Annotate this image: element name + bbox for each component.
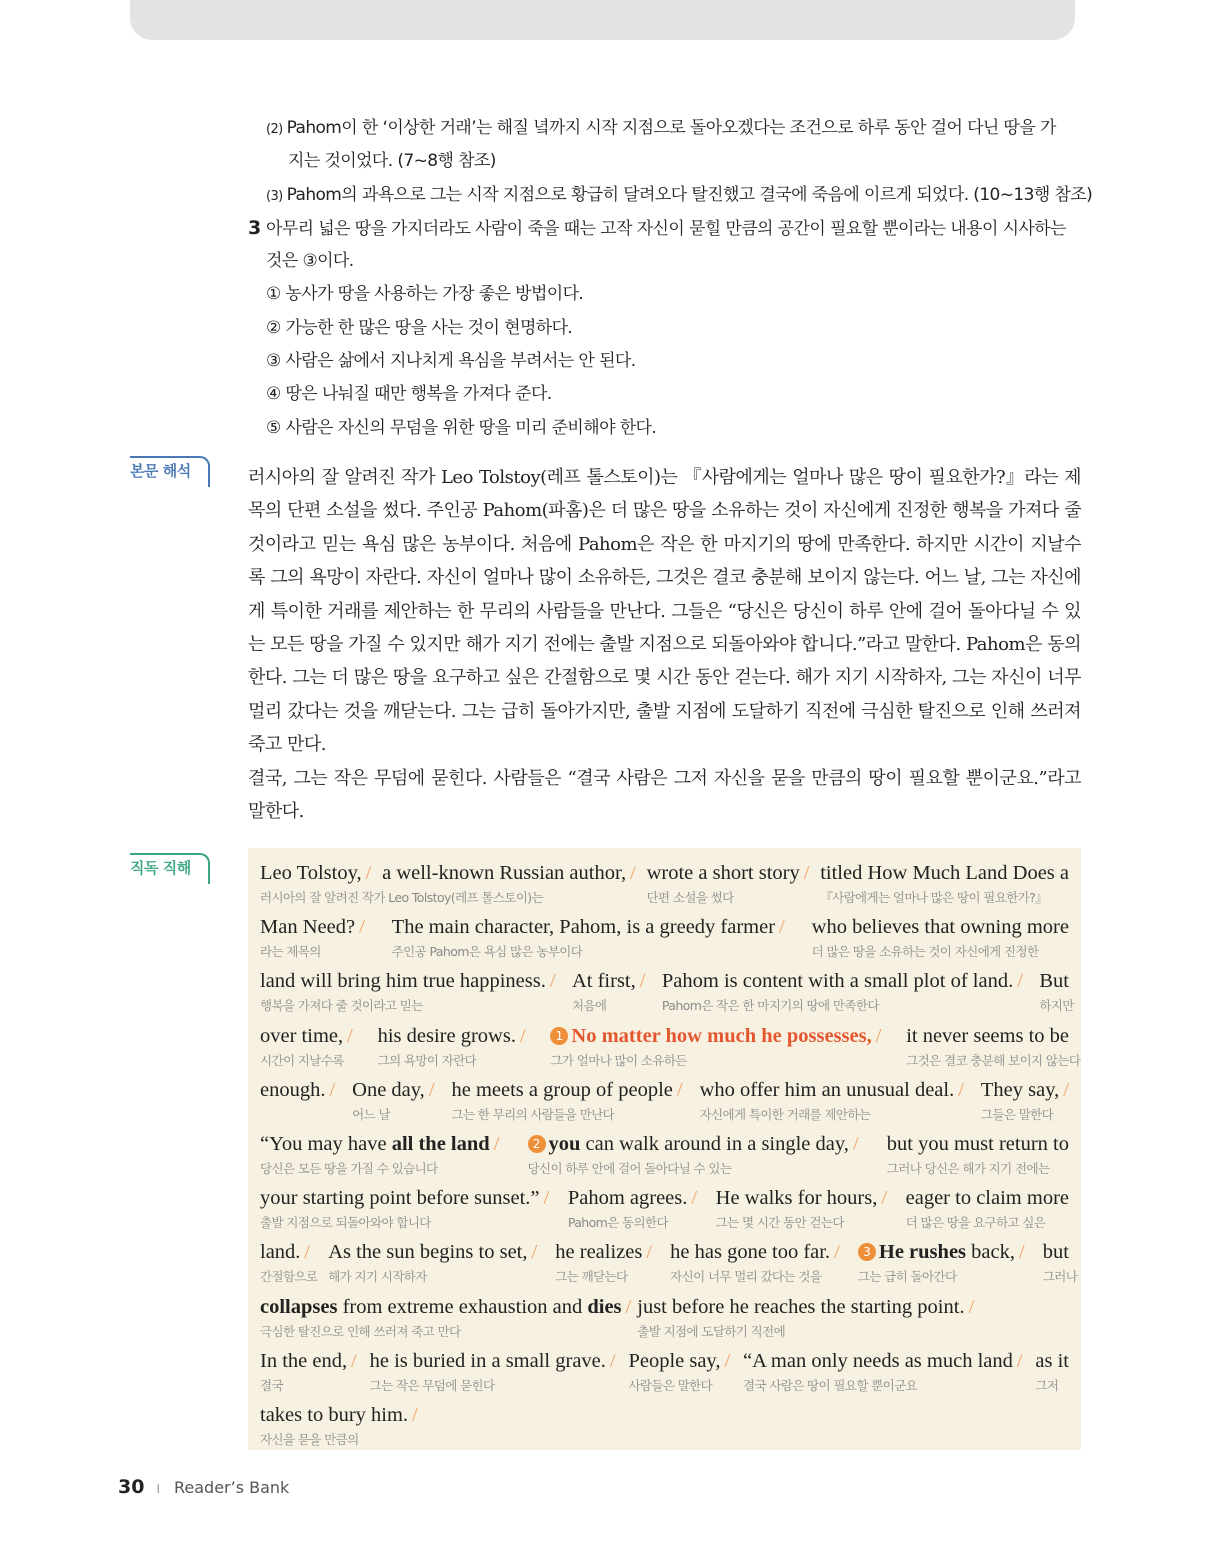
chunk-divider: / bbox=[1016, 1349, 1023, 1372]
english-text: At first, bbox=[571, 970, 636, 993]
english-text: back, bbox=[966, 1241, 1015, 1264]
option-2: ② 가능한 한 많은 땅을 사는 것이 현명하다. bbox=[266, 317, 573, 338]
korean-gloss: 그는 작은 무덤에 묻힌다 bbox=[369, 1377, 495, 1393]
chunk-divider: / bbox=[803, 862, 810, 884]
english-text: his desire grows. bbox=[377, 1024, 516, 1047]
chunk-divider: / bbox=[304, 1241, 311, 1264]
chunk-divider: / bbox=[412, 1404, 418, 1426]
translation-paragraph-2: 결국, 그는 작은 무덤에 묻힌다. 사람들은 “결국 사람은 그저 자신을 묻을 만큼의 땅이 필요할 뿐이군요.”라고 말한다. bbox=[248, 767, 1081, 823]
korean-gloss: 시간이 지날수록 bbox=[260, 1052, 344, 1068]
english-text: wrote a short story bbox=[646, 862, 800, 884]
english-text: it never seems to be bbox=[906, 1024, 1069, 1047]
footer bbox=[118, 1476, 289, 1498]
chunk-divider: / bbox=[724, 1349, 731, 1372]
answer-3: 3 아무리 넓은 땅을 가지더라도 사람이 죽을 때는 고작 자신이 묻힐 만큼의 공간이 필요할 뿐이라는 내용이 시사하는 bbox=[248, 216, 1066, 239]
reading-chunk bbox=[628, 1348, 730, 1392]
english-text: Pahom is content with a small plot of land. bbox=[661, 970, 1014, 993]
reading-line bbox=[260, 1239, 1078, 1285]
reading-chunk bbox=[637, 1294, 974, 1338]
highlighted-text: collapses bbox=[260, 1295, 338, 1318]
number-badge-icon: 1 bbox=[550, 1027, 568, 1045]
reading-chunk bbox=[260, 914, 365, 958]
reading-chunk bbox=[260, 1348, 357, 1392]
chunk-divider: / bbox=[1018, 1241, 1025, 1264]
english-text: But bbox=[1039, 970, 1069, 993]
reading-chunk bbox=[451, 1077, 682, 1121]
reading-line bbox=[260, 1294, 1069, 1338]
reading-chunk bbox=[700, 1077, 964, 1121]
korean-gloss: 당신이 하루 안에 걸어 돌아다닐 수 있는 bbox=[527, 1161, 732, 1176]
reading-chunk bbox=[528, 1131, 859, 1175]
korean-gloss: 그러나 bbox=[1042, 1269, 1078, 1285]
english-text: People say, bbox=[628, 1349, 721, 1372]
reading-chunk bbox=[716, 1185, 887, 1229]
reading-chunk bbox=[670, 1239, 840, 1283]
header-bar bbox=[130, 0, 1075, 40]
english-text: as it bbox=[1035, 1349, 1069, 1372]
chunk-divider: / bbox=[676, 1078, 683, 1101]
reading-chunk bbox=[260, 1294, 631, 1338]
chunk-divider: / bbox=[519, 1024, 526, 1047]
book-title: Reader’s Bank bbox=[174, 1478, 290, 1497]
chunk-divider: / bbox=[834, 1241, 840, 1264]
korean-gloss: 더 많은 땅을 요구하고 싶은 bbox=[905, 1215, 1046, 1231]
korean-gloss: 주인공 Pahom은 욕심 많은 농부이다 bbox=[391, 944, 583, 960]
reading-chunk bbox=[382, 860, 636, 904]
korean-gloss: 극심한 탈진으로 인해 쓰러져 죽고 만다 bbox=[260, 1323, 461, 1339]
reading-chunk bbox=[572, 968, 645, 1012]
translation-text bbox=[248, 461, 1081, 828]
english-text: but bbox=[1042, 1241, 1069, 1264]
chunk-divider: / bbox=[428, 1078, 435, 1101]
english-text: land will bring him true happiness. bbox=[260, 970, 546, 993]
translation-paragraph-1: 러시아의 잘 알려진 작가 Leo Tolstoy(레프 톨스토이)는 『사람에게는 얼마나 많은 땅이 필요한가?』라는 제목의 단편 소설을 썼다. 주인공 Pahom(파홈)은 더 많은 땅을 소유하는 것이 자신에게 진정한 행복을 가져다 줄 것이라고 믿는 욕심 많은 농부이다. 처음에 Pahom은 작은 한 마지기의 땅에 만족한다. 하지만 시간이 지날수록 그의 욕망이 자란다. 자신이 얼마나 많이 소유하든, 그것은 결코 충분해 보이지 않는다. 어느 날, 그는 자신에게 특이한 거래를 제안하는 한 무리의 사람들을 만난다. 그들은 “당신은 당신이 하루 안에 걸어 돌아다닐 수 있는 모든 땅을 가질 수 있지만 해가 지기 전에는 출발 지점으로 되돌아와야 합니다.”라고 말한다. Pahom은 동의한다. 그는 더 많은 땅을 요구하고 싶은 간절함으로 몇 시간 동안 걷는다. 해가 지기 시작하자, 그는 자신이 너무 멀리 갔다는 것을 깨닫는다. 그는 급히 돌아가지만, 출발 지점에 도달하기 직전에 극심한 탈진으로 인해 쓰러져 죽고 만다. bbox=[248, 467, 1081, 756]
english-text: but you must return to bbox=[886, 1133, 1069, 1155]
english-text: he realizes bbox=[555, 1241, 643, 1264]
korean-gloss: Pahom은 동의한다 bbox=[567, 1215, 668, 1231]
highlighted-text: dies bbox=[587, 1295, 622, 1318]
reading-chunk bbox=[260, 1077, 335, 1121]
answer-3-cont: 것은 ③이다. bbox=[266, 251, 354, 272]
reading-chunk bbox=[328, 1239, 537, 1283]
direct-reading-label: 직독 직해 bbox=[130, 853, 210, 884]
chunk-divider: / bbox=[365, 862, 372, 884]
english-text: The main character, Pahom, is a greedy farmer bbox=[391, 916, 776, 939]
korean-gloss: 자신을 묻을 만큼의 bbox=[260, 1432, 359, 1447]
reading-chunk bbox=[568, 1185, 697, 1229]
korean-gloss: 그저 bbox=[1035, 1377, 1059, 1393]
english-text: from extreme exhaustion and bbox=[337, 1295, 588, 1318]
english-text: he meets a group of people bbox=[451, 1078, 673, 1101]
english-text: “You may have bbox=[260, 1133, 392, 1155]
english-text: can walk around in a single day, bbox=[580, 1133, 849, 1155]
reading-chunk bbox=[887, 1131, 1069, 1175]
korean-gloss: 자신이 너무 멀리 갔다는 것을 bbox=[670, 1269, 822, 1285]
number-badge-icon: 2 bbox=[528, 1135, 546, 1153]
highlighted-text: He rushes bbox=[878, 1241, 967, 1264]
chunk-divider: / bbox=[493, 1133, 500, 1155]
reading-line bbox=[260, 1023, 1081, 1068]
option-5: ⑤ 사람은 자신의 무덤을 위한 땅을 미리 준비해야 한다. bbox=[266, 417, 657, 438]
chunk-divider: / bbox=[609, 1349, 616, 1372]
reading-chunk bbox=[260, 1185, 549, 1229]
chunk-divider: / bbox=[968, 1295, 975, 1318]
answer-2-2: (2) Pahom이 한 ‘이상한 거래’는 해질 녘까지 시작 지점으로 돌아오겠다는 조건으로 하루 동안 걸어 다닌 땅을 가 bbox=[266, 118, 1056, 138]
korean-gloss: 그는 몇 시간 동안 걷는다 bbox=[715, 1215, 844, 1231]
reading-chunk bbox=[392, 914, 785, 958]
reading-line bbox=[260, 914, 1069, 958]
reading-line bbox=[260, 1185, 1069, 1229]
english-text: he is buried in a small grave. bbox=[369, 1349, 606, 1372]
chunk-divider: / bbox=[329, 1078, 336, 1101]
reading-line bbox=[260, 1077, 1069, 1121]
korean-gloss: 해가 지기 시작하자 bbox=[328, 1269, 427, 1285]
reading-chunk bbox=[906, 1185, 1069, 1229]
translation-label: 본문 해석 bbox=[130, 456, 210, 487]
english-text: over time, bbox=[260, 1024, 344, 1047]
english-text: eager to claim more bbox=[905, 1187, 1069, 1210]
english-text: just before he reaches the starting point. bbox=[637, 1295, 965, 1318]
english-text: One day, bbox=[352, 1078, 425, 1101]
chunk-divider: / bbox=[359, 916, 365, 939]
korean-gloss: 그는 급히 돌아간다 bbox=[857, 1269, 957, 1285]
chunk-divider: / bbox=[881, 1187, 888, 1210]
chunk-divider: / bbox=[875, 1024, 882, 1047]
answer-explanations bbox=[248, 112, 1093, 445]
reading-chunk bbox=[550, 1023, 881, 1067]
reading-line bbox=[260, 860, 1069, 904]
korean-gloss: 단편 소설을 썼다 bbox=[646, 890, 734, 905]
korean-gloss: 당신은 모든 땅을 가질 수 있습니다 bbox=[260, 1161, 438, 1176]
chunk-divider: / bbox=[351, 1349, 357, 1372]
english-text: land. bbox=[260, 1241, 301, 1264]
english-text: who believes that owning more bbox=[811, 916, 1069, 939]
chunk-divider: / bbox=[639, 970, 646, 993]
reading-chunk bbox=[812, 914, 1069, 958]
chunk-divider: / bbox=[347, 1024, 353, 1047]
chunk-divider: / bbox=[549, 970, 556, 993]
reading-chunk bbox=[260, 1239, 318, 1285]
answer-2-3: (3) Pahom의 과욕으로 그는 시작 지점으로 황급히 달려오다 탈진했고 결국에 죽음에 이르게 되었다. (10~13행 참조) bbox=[266, 184, 1093, 205]
reading-chunk bbox=[1039, 968, 1074, 1014]
korean-gloss: 결국 bbox=[260, 1377, 283, 1393]
english-text: They say, bbox=[980, 1078, 1060, 1101]
korean-gloss: 더 많은 땅을 소유하는 것이 자신에게 진정한 bbox=[811, 944, 1039, 960]
korean-gloss: Pahom은 작은 한 마지기의 땅에 만족한다 bbox=[661, 998, 879, 1014]
korean-gloss: 자신에게 특이한 거래를 제안하는 bbox=[699, 1106, 871, 1122]
korean-gloss: 그들은 말한다 bbox=[980, 1106, 1054, 1122]
english-text: enough. bbox=[260, 1078, 326, 1101]
reading-chunk bbox=[1035, 1348, 1069, 1392]
direct-reading-box bbox=[248, 848, 1081, 1450]
korean-gloss: 그는 깨닫는다 bbox=[555, 1269, 628, 1285]
korean-gloss: 하지만 bbox=[1039, 998, 1074, 1014]
english-text: As the sun begins to set, bbox=[328, 1241, 528, 1264]
korean-gloss: 『사람에게는 얼마나 많은 땅이 필요한가?』 bbox=[820, 890, 1048, 905]
korean-gloss: 어느 날 bbox=[352, 1106, 390, 1122]
reading-line bbox=[260, 968, 1074, 1014]
option-1: ① 농사가 땅을 사용하는 가장 좋은 방법이다. bbox=[266, 284, 584, 305]
korean-gloss: 그러나 당신은 해가 지기 전에는 bbox=[886, 1161, 1050, 1176]
chunk-divider: / bbox=[779, 916, 785, 939]
highlighted-text: all the land bbox=[391, 1133, 490, 1155]
chunk-divider: / bbox=[625, 1295, 632, 1318]
reading-chunk bbox=[260, 1131, 499, 1175]
reading-chunk bbox=[260, 1023, 353, 1067]
korean-gloss: 출발 지점으로 되돌아와야 합니다 bbox=[260, 1215, 431, 1231]
reading-chunk bbox=[555, 1239, 652, 1283]
english-text: your starting point before sunset.” bbox=[260, 1187, 540, 1210]
reading-chunk bbox=[260, 968, 556, 1012]
answer-2-2-cont: 지는 것이었다. (7~8행 참조) bbox=[288, 151, 496, 172]
korean-gloss: 그의 욕망이 자란다 bbox=[377, 1052, 477, 1068]
korean-gloss: 그는 한 무리의 사람들을 만난다 bbox=[451, 1106, 615, 1122]
highlighted-text: you bbox=[548, 1133, 581, 1155]
reading-chunk bbox=[906, 1023, 1081, 1068]
chunk-divider: / bbox=[543, 1187, 550, 1210]
english-text: “A man only needs as much land bbox=[743, 1349, 1013, 1372]
chunk-divider: / bbox=[691, 1187, 698, 1210]
reading-chunk bbox=[981, 1077, 1069, 1121]
korean-gloss: 러시아의 잘 알려진 작가 Leo Tolstoy(레프 톨스토이)는 bbox=[260, 890, 544, 905]
chunk-divider: / bbox=[1063, 1078, 1069, 1101]
korean-gloss: 그것은 결코 충분해 보이지 않는다 bbox=[906, 1052, 1081, 1068]
korean-gloss: 그가 얼마나 많이 소유하든 bbox=[550, 1052, 687, 1068]
english-text: he has gone too far. bbox=[670, 1241, 831, 1264]
korean-gloss: 사람들은 말한다 bbox=[628, 1377, 713, 1393]
english-text: titled How Much Land Does a bbox=[820, 862, 1069, 884]
reading-line bbox=[260, 1348, 1069, 1392]
reading-chunk bbox=[647, 860, 810, 904]
korean-gloss: 라는 제목의 bbox=[260, 944, 321, 960]
english-text: takes to bury him. bbox=[260, 1404, 409, 1426]
reading-chunk bbox=[1042, 1239, 1078, 1285]
chunk-divider: / bbox=[531, 1241, 538, 1264]
option-4: ④ 땅은 나눠질 때만 행복을 가져다 준다. bbox=[266, 384, 552, 405]
korean-gloss: 출발 지점에 도달하기 직전에 bbox=[637, 1323, 786, 1339]
reading-chunk bbox=[743, 1348, 1023, 1392]
reading-chunk bbox=[378, 1023, 526, 1067]
reading-chunk bbox=[370, 1348, 616, 1392]
korean-gloss: 행복을 가져다 줄 것이라고 믿는 bbox=[260, 998, 423, 1014]
reading-chunk bbox=[352, 1077, 434, 1121]
reading-chunk bbox=[260, 1402, 418, 1446]
reading-chunk bbox=[820, 860, 1069, 904]
english-text: He walks for hours, bbox=[715, 1187, 878, 1210]
number-badge-icon: 3 bbox=[858, 1243, 876, 1261]
english-text: Leo Tolstoy, bbox=[260, 862, 362, 884]
chunk-divider: / bbox=[646, 1241, 653, 1264]
chunk-divider: / bbox=[958, 1078, 964, 1101]
reading-chunk bbox=[662, 968, 1023, 1012]
reading-line bbox=[260, 1402, 1069, 1446]
footer-separator: I bbox=[156, 1482, 160, 1496]
english-text: a well-known Russian author, bbox=[382, 862, 627, 884]
korean-gloss: 결국 사람은 땅이 필요할 뿐이군요 bbox=[743, 1377, 918, 1393]
page-number: 30 bbox=[118, 1476, 145, 1498]
chunk-divider: / bbox=[630, 862, 636, 884]
chunk-divider: / bbox=[852, 1133, 859, 1155]
option-3: ③ 사람은 삶에서 지나치게 욕심을 부려서는 안 된다. bbox=[266, 351, 636, 372]
english-text: Man Need? bbox=[260, 916, 356, 939]
english-text: In the end, bbox=[260, 1349, 348, 1372]
english-text: who offer him an unusual deal. bbox=[699, 1078, 955, 1101]
highlighted-text: No matter how much he possesses, bbox=[571, 1024, 872, 1047]
reading-chunk bbox=[858, 1239, 1025, 1283]
korean-gloss: 처음에 bbox=[571, 998, 607, 1014]
english-text: Pahom agrees. bbox=[567, 1187, 688, 1210]
chunk-divider: / bbox=[1017, 970, 1023, 993]
korean-gloss: 간절함으로 bbox=[260, 1269, 318, 1285]
reading-line bbox=[260, 1131, 1069, 1175]
